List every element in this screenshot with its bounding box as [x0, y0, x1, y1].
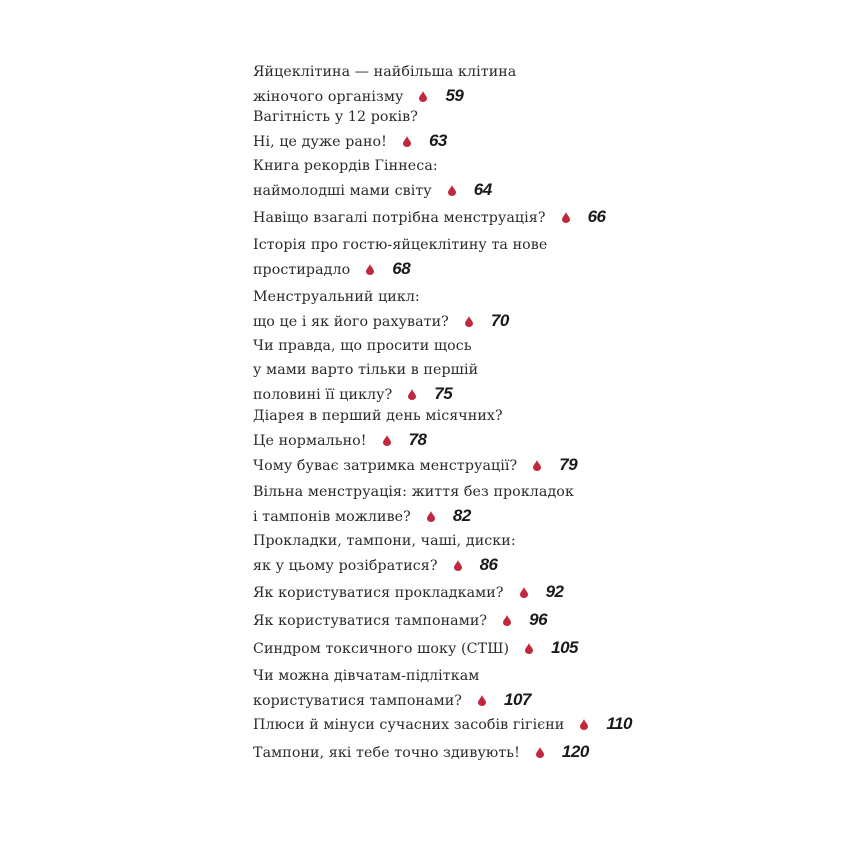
blood-drop-icon: [520, 582, 528, 593]
toc-entry[interactable]: [253, 636, 578, 661]
toc-entry-title-line: [253, 129, 447, 154]
page-number: 64: [473, 180, 492, 199]
toc-entry-title-line: [253, 453, 577, 478]
toc-entry-title-line: [253, 740, 589, 765]
toc-entry-text: Історія про гостю-яйцеклітину та нове: [253, 237, 548, 253]
toc-entry-text: простирадло: [253, 262, 351, 278]
page-number: 96: [529, 610, 548, 629]
blood-drop-icon: [503, 610, 511, 621]
toc-entry-text: як у цьому розібратися?: [253, 558, 438, 574]
toc-entry-title-line: [253, 580, 563, 605]
blood-drop-icon: [403, 131, 411, 142]
blood-drop-icon: [533, 455, 541, 466]
toc-entry-text: Плюси й мінуси сучасних засобів гігієни: [253, 717, 565, 733]
toc-entry-text: Чи можна дівчатам-підліткам: [253, 668, 480, 684]
toc-entry-title-line: [253, 688, 531, 713]
toc-entry-title-line: [253, 154, 492, 178]
toc-entry-title-line: [253, 233, 547, 257]
page-number: 92: [545, 582, 564, 601]
toc-entry-title-line: [253, 480, 574, 504]
blood-drop-icon: [408, 384, 416, 395]
page-number: 59: [445, 86, 464, 105]
toc-entry[interactable]: [253, 205, 605, 230]
blood-drop-icon: [562, 207, 570, 218]
toc-entry-title-line: [253, 60, 516, 84]
page-number: 105: [551, 638, 579, 657]
toc-entry-title-line: [253, 608, 547, 633]
toc-entry[interactable]: [253, 608, 547, 633]
toc-entry-title-line: [253, 257, 547, 282]
page-number: 66: [587, 207, 606, 226]
toc-entry[interactable]: [253, 453, 577, 478]
toc-entry-text: Тампони, які тебе точно здивують!: [253, 745, 520, 761]
toc-entry-text: Навіщо взагалі потрібна менструація?: [253, 210, 546, 226]
toc-entry-text: Ні, це дуже рано!: [253, 134, 387, 150]
blood-drop-icon: [366, 259, 374, 270]
toc-entry-text: і тампонів можливе?: [253, 509, 411, 525]
toc-entry[interactable]: [253, 712, 632, 737]
toc-entry[interactable]: [253, 404, 503, 453]
page-number: 78: [408, 430, 427, 449]
toc-entry-title-line: [253, 358, 478, 382]
toc-entry-text: Прокладки, тампони, чаші, диски:: [253, 533, 516, 549]
page-number: 82: [452, 506, 471, 525]
toc-entry-title-line: [253, 553, 516, 578]
page-number: 79: [559, 455, 578, 474]
blood-drop-icon: [478, 690, 486, 701]
toc-entry-text: Вагітність у 12 років?: [253, 109, 418, 125]
page-number: 110: [606, 714, 632, 733]
page-number: 70: [490, 311, 509, 330]
page-number: 75: [434, 384, 453, 403]
page-number: 120: [561, 742, 589, 761]
toc-entry-text: Менструальний цикл:: [253, 289, 420, 305]
toc-entry[interactable]: [253, 740, 589, 765]
toc-entry-text: Діарея в перший день місячних?: [253, 408, 503, 424]
toc-entry[interactable]: [253, 529, 516, 578]
blood-drop-icon: [383, 430, 391, 441]
toc-entry[interactable]: [253, 334, 478, 407]
toc-entry-text: Це нормально!: [253, 433, 367, 449]
blood-drop-icon: [427, 506, 435, 517]
toc-entry-title-line: [253, 285, 509, 309]
blood-drop-icon: [454, 555, 462, 566]
blood-drop-icon: [580, 714, 588, 725]
page-number: 68: [392, 259, 411, 278]
toc-entry-text: жіночого організму: [253, 89, 404, 105]
toc-entry-title-line: [253, 105, 447, 129]
toc-entry-title-line: [253, 664, 531, 688]
toc-entry-text: половині її циклу?: [253, 387, 393, 403]
page-number: 86: [479, 555, 498, 574]
toc-entry[interactable]: [253, 285, 509, 334]
toc-entry-text: Книга рекордів Гіннеса:: [253, 158, 438, 174]
toc-entry[interactable]: [253, 480, 574, 529]
toc-entry-text: Як користуватися тампонами?: [253, 613, 488, 629]
page-number: 63: [428, 131, 447, 150]
toc-entry-title-line: [253, 712, 632, 737]
toc-entry-text: наймолодші мами світу: [253, 183, 432, 199]
toc-entry-text: Яйцеклітина — найбільша клітина: [253, 64, 517, 80]
toc-entry-title-line: [253, 205, 605, 230]
toc-entry[interactable]: [253, 664, 531, 713]
toc-entry-text: користуватися тампонами?: [253, 693, 462, 709]
toc-entry-title-line: [253, 178, 492, 203]
blood-drop-icon: [465, 311, 473, 322]
toc-entry[interactable]: [253, 580, 563, 605]
blood-drop-icon: [419, 86, 427, 97]
toc-entry[interactable]: [253, 60, 516, 109]
page-number: 107: [504, 690, 531, 709]
toc-entry-text: у мами варто тільки в першій: [253, 362, 479, 378]
toc-entry-title-line: [253, 309, 509, 334]
toc-entry-text: Чи правда, що просити щось: [253, 338, 472, 354]
toc-entry-text: Вільна менструація: життя без прокладок: [253, 484, 574, 500]
toc-entry[interactable]: [253, 154, 492, 203]
blood-drop-icon: [448, 180, 456, 191]
toc-entry-text: Чому буває затримка менструації?: [253, 458, 518, 474]
blood-drop-icon: [536, 742, 544, 753]
blood-drop-icon: [525, 638, 533, 649]
toc-entry-text: що це і як його рахувати?: [253, 314, 449, 330]
toc-entry-text: Як користуватися прокладками?: [253, 585, 504, 601]
toc-entry[interactable]: [253, 105, 447, 154]
toc-entry-title-line: [253, 428, 503, 453]
toc-entry-title-line: [253, 636, 578, 661]
toc-entry[interactable]: [253, 233, 547, 282]
toc-entry-title-line: [253, 404, 503, 428]
toc-entry-title-line: [253, 334, 478, 358]
toc-entry-title-line: [253, 504, 574, 529]
toc-entry-title-line: [253, 529, 516, 553]
toc-entry-text: Синдром токсичного шоку (СТШ): [253, 641, 510, 657]
